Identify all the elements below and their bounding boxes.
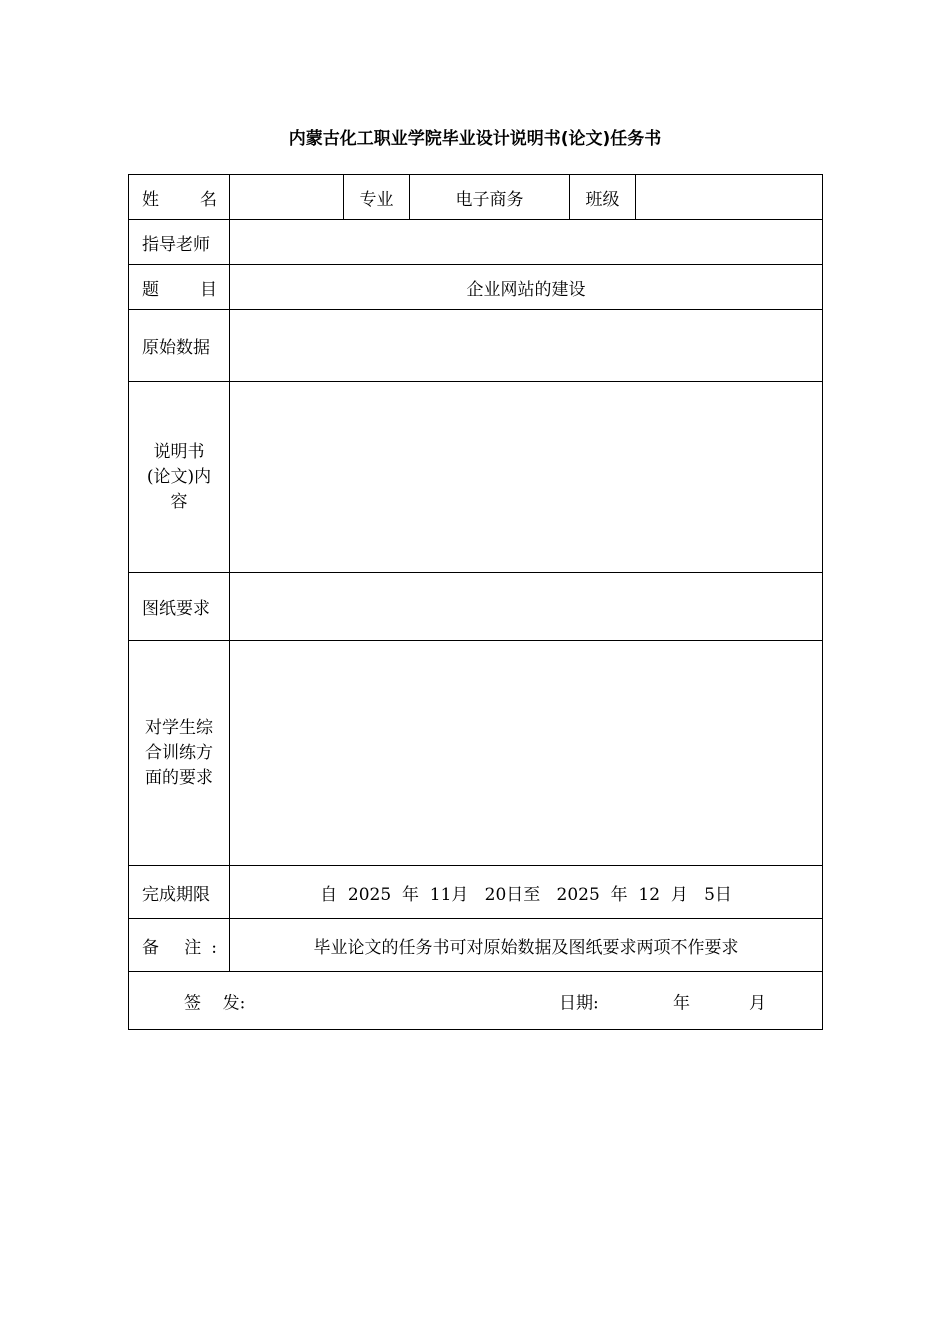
remarks-value: 毕业论文的任务书可对原始数据及图纸要求两项不作要求 xyxy=(230,919,823,972)
period-from: 自 xyxy=(320,884,338,905)
drawings-value[interactable] xyxy=(230,573,823,641)
name-value[interactable] xyxy=(230,175,344,220)
period-start-day: 20日至 xyxy=(484,884,541,905)
advisor-value[interactable] xyxy=(230,220,823,265)
training-value[interactable] xyxy=(230,641,823,866)
period-year-word-1: 年 xyxy=(401,884,419,905)
row-sign xyxy=(129,972,823,1030)
row-topic xyxy=(129,265,823,310)
class-value[interactable] xyxy=(636,175,823,220)
drawings-label: 图纸要求 xyxy=(129,573,230,641)
sign-cell xyxy=(129,972,823,1030)
deadline-value xyxy=(230,866,823,919)
content-label xyxy=(129,382,230,573)
raw-data-label: 原始数据 xyxy=(129,310,230,382)
task-form-table xyxy=(128,174,823,1030)
period-end-day: 5日 xyxy=(704,884,732,905)
topic-label: 题 目 xyxy=(129,265,230,310)
training-label-line-2: 合训练方 xyxy=(145,742,213,763)
training-label-line-3: 面的要求 xyxy=(145,767,213,788)
period-start-year: 2025 xyxy=(347,884,392,905)
name-label: 姓 名 xyxy=(129,175,230,220)
row-raw-data xyxy=(129,310,823,382)
period-year-word-2: 年 xyxy=(610,884,628,905)
content-label-line-1: 说明书 xyxy=(153,441,205,462)
deadline-label: 完成期限 xyxy=(129,866,230,919)
class-label: 班级 xyxy=(570,175,636,220)
period-start-month: 11月 xyxy=(429,884,469,905)
row-training xyxy=(129,641,823,866)
content-label-line-2: (论文)内 xyxy=(146,466,212,487)
training-label-line-1: 对学生综 xyxy=(145,717,213,738)
major-label: 专业 xyxy=(344,175,410,220)
row-advisor xyxy=(129,220,823,265)
content-label-line-3: 容 xyxy=(170,491,188,512)
raw-data-value[interactable] xyxy=(230,310,823,382)
date-year-label: 年 xyxy=(673,993,690,1013)
period-end-month: 12 xyxy=(638,884,661,905)
period-end-year: 2025 xyxy=(556,884,600,905)
row-name xyxy=(129,175,823,220)
major-value[interactable]: 电子商务 xyxy=(410,175,570,220)
date-month-label: 月 xyxy=(749,993,766,1013)
advisor-label: 指导老师 xyxy=(129,220,230,265)
row-drawings xyxy=(129,573,823,641)
row-content xyxy=(129,382,823,573)
row-deadline xyxy=(129,866,823,919)
page-title: 内蒙古化工职业学院毕业设计说明书(论文)任务书 xyxy=(288,129,662,149)
row-remarks xyxy=(129,919,823,972)
content-value[interactable] xyxy=(230,382,823,573)
period-month-word: 月 xyxy=(670,884,688,905)
training-label xyxy=(129,641,230,866)
date-label: 日期: xyxy=(559,993,599,1013)
remarks-label: 备 注: xyxy=(129,919,230,972)
topic-value[interactable]: 企业网站的建设 xyxy=(230,265,823,310)
sign-label: 签 发: xyxy=(184,993,246,1013)
